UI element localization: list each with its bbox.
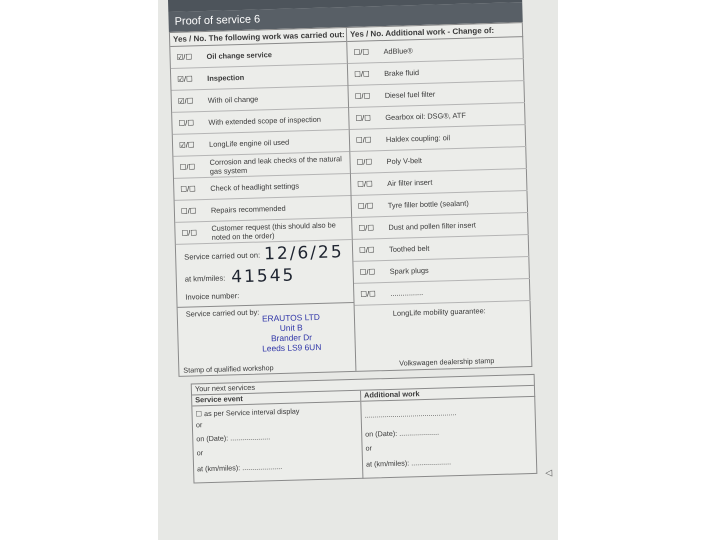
work-row: [175, 218, 352, 245]
additional-label: Diesel fuel filter: [384, 89, 436, 100]
service-date-field: [184, 242, 344, 266]
work-label: With oil change: [207, 94, 259, 105]
yes-no-checkbox[interactable]: ☐/☐: [358, 223, 375, 233]
proof-of-service-sheet: [168, 0, 553, 530]
yes-no-checkbox[interactable]: ☐/☐: [358, 245, 375, 255]
invoice-field: [185, 291, 239, 302]
stamp-line: Unit B: [279, 322, 303, 334]
background-right: [558, 0, 720, 540]
yes-no-checkbox[interactable]: ☐/☐: [357, 179, 373, 189]
service-date-label: Service carried out on:: [184, 250, 261, 262]
yes-no-checkbox[interactable]: ☐/☐: [355, 135, 372, 145]
yes-no-checkbox[interactable]: ☑/☐: [178, 140, 195, 150]
stamp-workshop-label: Stamp of qualified workshop: [183, 363, 274, 375]
yes-no-checkbox[interactable]: ☐/☐: [359, 267, 376, 277]
work-label: With extended scope of inspection: [208, 114, 322, 127]
km-handwritten: 41545: [231, 265, 296, 288]
service-event-header: Service event: [192, 391, 360, 407]
or-label: or: [365, 443, 373, 453]
stamp-line: ERAUTOS LTD: [261, 311, 320, 324]
work-label: Customer request (this should also be noted on the order): [211, 219, 336, 242]
interval-display-option[interactable]: ☐ as per Service interval display: [195, 406, 300, 419]
yes-no-checkbox[interactable]: ☐/☐: [180, 206, 197, 216]
yes-no-checkbox[interactable]: ☐/☐: [354, 69, 370, 79]
next-date-field-right[interactable]: on (Date): ....................: [365, 427, 440, 439]
additional-label: Tyre filler bottle (sealant): [387, 198, 469, 210]
page-title: Proof of service 6: [168, 2, 522, 32]
yes-no-checkbox[interactable]: ☐/☐: [357, 201, 374, 211]
additional-label: Dust and pollen filter insert: [388, 220, 477, 232]
or-label: or: [196, 448, 204, 458]
background-left: [0, 0, 158, 540]
yes-no-checkbox[interactable]: ☐/☐: [179, 162, 196, 172]
work-label: Repairs recommended: [210, 203, 286, 215]
yes-no-checkbox[interactable]: ☐/☐: [355, 113, 372, 123]
stamp-line: Leeds LS9 6UN: [262, 341, 322, 354]
additional-label: Spark plugs: [389, 265, 429, 276]
work-label: Oil change service: [206, 50, 273, 61]
yes-no-checkbox[interactable]: ☐/☐: [354, 91, 371, 101]
longlife-label: LongLife mobility guarantee:: [392, 306, 486, 318]
left-column-header: Yes / No. The following work was carried out:: [170, 28, 346, 47]
service-date-handwritten: 12/6/25: [263, 242, 344, 265]
dealer-stamp-label: Volkswagen dealership stamp: [399, 356, 495, 368]
additional-label: ................: [390, 287, 424, 298]
yes-no-checkbox[interactable]: ☐/☐: [178, 118, 195, 128]
yes-no-checkbox[interactable]: ☐/☐: [181, 228, 198, 238]
next-divider: [360, 391, 363, 479]
km-field: [185, 266, 296, 289]
work-label: Corrosion and leak checks of the natural gas system: [209, 153, 342, 176]
workshop-stamp-box: [178, 302, 356, 378]
additional-work-header: Additional work: [361, 386, 535, 402]
next-services-box: [191, 374, 538, 484]
yes-no-checkbox[interactable]: ☑/☐: [176, 52, 193, 62]
additional-label: Air filter insert: [387, 177, 433, 188]
next-km-field-right[interactable]: at (km/miles): ....................: [365, 457, 452, 469]
additional-label: Gearbox oil: DSG®, ATF: [385, 110, 466, 122]
service-table: [169, 22, 532, 377]
stamp-line: Brander Dr: [270, 332, 313, 344]
yes-no-checkbox[interactable]: ☑/☐: [177, 74, 193, 84]
work-label: Inspection: [207, 72, 245, 83]
page-turn-arrow-icon: ◁: [545, 467, 553, 478]
work-label: LongLife engine oil used: [208, 137, 290, 149]
carried-out-by-label: Service carried out by:: [185, 307, 260, 319]
invoice-label: Invoice number:: [185, 291, 240, 302]
additional-label: Haldex coupling: oil: [385, 133, 451, 144]
yes-no-checkbox[interactable]: ☐/☐: [180, 184, 196, 194]
yes-no-checkbox[interactable]: ☐/☐: [353, 47, 370, 57]
work-label: Check of headlight settings: [210, 181, 300, 193]
additional-label: Poly V-belt: [386, 155, 423, 166]
additional-row: [354, 279, 531, 306]
next-km-field[interactable]: at (km/miles): ....................: [196, 461, 283, 474]
yes-no-checkbox[interactable]: ☐/☐: [356, 157, 373, 167]
yes-no-checkbox[interactable]: ☑/☐: [177, 96, 194, 106]
km-label: at km/miles:: [184, 273, 226, 284]
right-column-header: Yes / No. Additional work - Change of:: [347, 23, 523, 42]
next-services-header: Your next services: [192, 375, 534, 396]
additional-label: Brake fluid: [384, 68, 420, 78]
or-label: or: [195, 420, 203, 430]
yes-no-checkbox[interactable]: ☐/☐: [360, 289, 376, 299]
additional-work-line[interactable]: ..............................................: [364, 408, 457, 420]
additional-label: AdBlue®: [383, 46, 413, 57]
additional-label: Toothed belt: [388, 243, 430, 254]
next-date-field[interactable]: on (Date): ....................: [196, 432, 271, 444]
workshop-stamp: [246, 311, 337, 353]
